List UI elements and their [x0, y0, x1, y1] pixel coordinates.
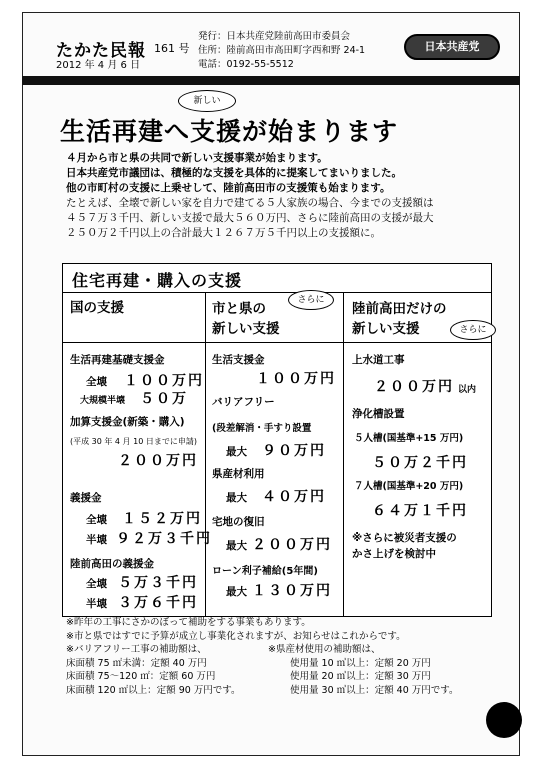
item-value: ２００万円	[118, 453, 198, 469]
item-note: かさ上げを検討中	[352, 548, 436, 560]
item-value: ３万６千円	[118, 595, 198, 611]
item-note: ※さらに被災者支援の	[352, 532, 457, 544]
col-city-pref-header: 市と県の	[212, 301, 266, 317]
intro-line: ４月から市と県の共同で新しい支援事業が始まります。	[66, 152, 328, 164]
item-prefix: 最大	[226, 586, 247, 598]
item-value: ６４万１千円	[372, 503, 468, 519]
footnotes	[66, 616, 406, 643]
publisher-info	[198, 30, 365, 72]
intro-line: 他の市町村の支援に上乗せして、陸前高田市の支援策も始まります。	[66, 182, 391, 194]
item-value: ９２万３千円	[116, 531, 212, 547]
issue-date: 2012 年 4 月 6 日	[56, 60, 141, 71]
issue-number: 161 号	[154, 42, 190, 55]
item-note: (段差解消・手すり設置	[212, 423, 312, 434]
header-divider	[22, 76, 520, 85]
party-badge: 日本共産党	[404, 34, 500, 60]
item-label: 県産材利用	[212, 468, 265, 480]
footnote: 床面積 75 ㎡未満：定額 40 万円	[66, 657, 207, 669]
item-prefix: 最大	[226, 492, 247, 504]
footnote: ※昨年の工事にさかのぼって補助をする事業もあります。	[66, 617, 311, 628]
item-label: 浄化槽設置	[352, 408, 405, 420]
item-label: 全壊	[86, 376, 107, 388]
item-label: 半壊	[86, 534, 107, 546]
col-local-header: 新しい支援	[352, 321, 420, 337]
item-prefix: 最大	[226, 540, 247, 552]
corner-dot	[486, 702, 522, 738]
barrier-free-notes	[66, 643, 241, 697]
newsletter-title: たかた民報	[56, 41, 146, 61]
item-value: ４０万円	[262, 489, 326, 505]
header-divider-line	[62, 342, 492, 343]
footnote: 床面積 75〜120 ㎡：定額 60 万円	[66, 671, 216, 682]
column-divider	[205, 292, 206, 617]
item-value: ５０万２千円	[372, 455, 468, 471]
footnote: ※バリアフリー工事の補助額は、	[66, 644, 207, 655]
item-label: 宅地の復旧	[212, 516, 265, 528]
publisher: 発行：日本共産党陸前高田市委員会	[198, 31, 351, 42]
item-value: ９０万円	[262, 443, 326, 459]
phone: 電話：0192-55-5512	[198, 59, 294, 70]
intro-line: ４５７万３千円、新しい支援で最大５６０万円、さらに陸前高田の支援が最大	[66, 212, 434, 224]
item-label: 生活再建基礎支援金	[70, 354, 165, 366]
intro-line: 日本共産党市議団は、積極的な支援を具体的に提案してまいりました。	[66, 167, 402, 179]
item-value: ２００万円	[374, 379, 454, 395]
item-value: １００万円	[124, 373, 204, 389]
address: 住所：陸前高田市高田町字西和野 24-1	[198, 45, 366, 56]
item-suffix: 以内	[458, 385, 477, 395]
column-divider	[343, 292, 344, 617]
sarani-bubble: さらに	[288, 290, 334, 310]
footnote: ※県産材使用の補助額は、	[268, 644, 381, 655]
sarani-bubble: さらに	[450, 320, 496, 340]
item-label: 生活支援金	[212, 354, 265, 366]
col-national-header: 国の支援	[70, 300, 124, 316]
intro-line: ２５０万２千円以上の合計最大１２６７万５千円以上の支援額に。	[66, 227, 381, 239]
item-label: ７人槽(国基準+20 万円)	[354, 481, 464, 492]
item-label: 上水道工事	[352, 354, 405, 366]
headline-bubble: 新しい	[178, 90, 236, 112]
footnote: ※市と県ではすでに予算が成立し事業化されますが、お知らせはこれからです。	[66, 630, 406, 642]
item-label: 全壊	[86, 514, 107, 526]
footnote: 使用量 10 ㎥以上：定額 20 万円	[290, 657, 431, 669]
intro-text	[66, 151, 434, 241]
item-value: ５０万	[140, 391, 188, 407]
item-label: 全壊	[86, 578, 107, 590]
item-label: ５人槽(国基準+15 万円)	[354, 433, 464, 444]
headline: 生活再建へ支援が始まります	[60, 117, 399, 146]
item-label: 加算支援金(新築・購入)	[70, 416, 185, 428]
item-label: 陸前高田の義援金	[70, 558, 154, 570]
item-value: ５万３千円	[118, 575, 198, 591]
intro-line: たとえば、全壊で新しい家を自力で建てる５人家族の場合、今までの支援額は	[66, 197, 434, 209]
footnote: 使用量 20 ㎥以上：定額 30 万円	[290, 671, 431, 682]
item-label: 半壊	[86, 598, 107, 610]
table-divider	[62, 292, 492, 293]
footnote: 床面積 120 ㎡以上：定額 90 万円です。	[66, 684, 241, 696]
col-city-pref-header: 新しい支援	[212, 321, 280, 337]
item-prefix: 最大	[226, 446, 247, 458]
local-wood-notes	[268, 643, 459, 697]
table-title: 住宅再建・購入の支援	[72, 271, 243, 290]
item-note: (平成 30 年 4 月 10 日までに申請)	[70, 437, 197, 446]
item-label: 義援金	[70, 492, 102, 504]
item-value: ２００万円	[252, 537, 332, 553]
item-value: １３０万円	[252, 583, 332, 599]
item-value: １５２万円	[122, 511, 202, 527]
item-label: バリアフリー	[212, 396, 275, 408]
item-label: 大規模半壊	[80, 396, 126, 406]
item-label: ローン利子補給(5年間)	[212, 566, 318, 577]
item-value: １００万円	[256, 371, 336, 387]
col-local-header: 陸前高田だけの	[352, 301, 447, 317]
footnote: 使用量 30 ㎥以上：定額 40 万円です。	[290, 684, 459, 696]
